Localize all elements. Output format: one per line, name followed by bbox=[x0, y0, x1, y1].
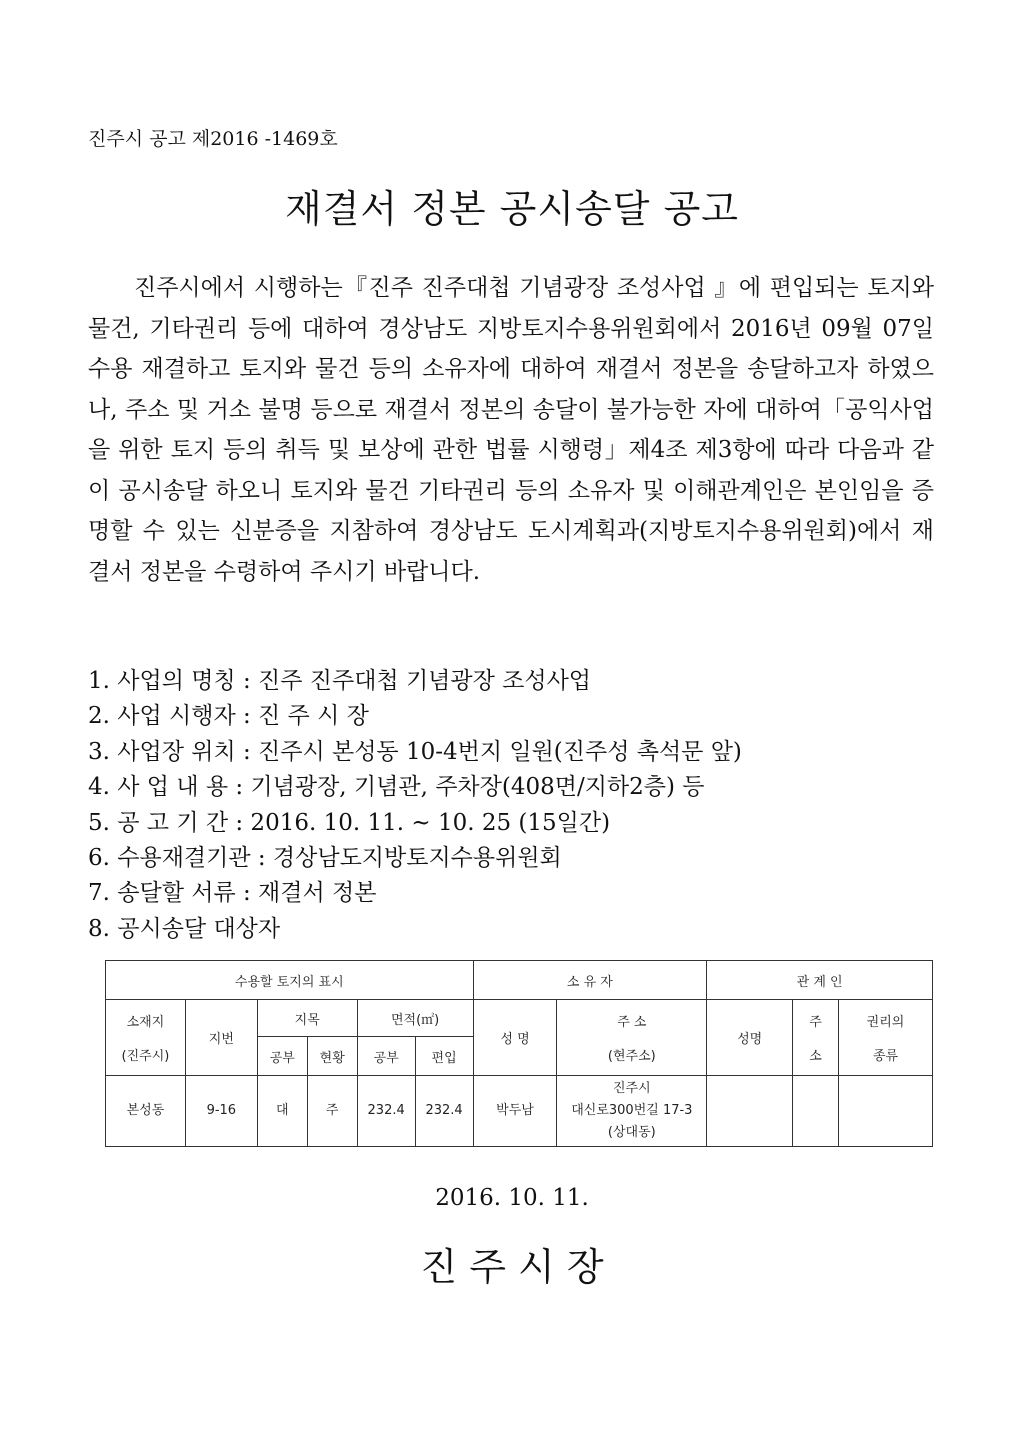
item-operator: 2. 사업 시행자 : 진 주 시 장 bbox=[88, 703, 369, 730]
table-subheader-row bbox=[106, 1000, 933, 1037]
cell-address-1: 진주시 bbox=[613, 1081, 651, 1096]
cell-rel-name bbox=[707, 1076, 793, 1147]
header-address bbox=[557, 1000, 707, 1076]
header-category: 지목 bbox=[257, 1000, 357, 1037]
cell-area-public: 232.4 bbox=[357, 1076, 415, 1147]
header-relation: 관 계 인 bbox=[707, 961, 933, 1000]
item-documents: 7. 송달할 서류 : 재결서 정본 bbox=[88, 880, 377, 907]
header-location-1: 소재지 bbox=[126, 1015, 165, 1030]
header-area-public: 공부 bbox=[357, 1037, 415, 1076]
header-rel-name: 성명 bbox=[707, 1000, 793, 1076]
item-period: 5. 공 고 기 간 : 2016. 10. 11. ~ 10. 25 (15일간) bbox=[88, 809, 611, 836]
cell-owner-address bbox=[557, 1076, 707, 1147]
cell-category-actual: 주 bbox=[307, 1076, 357, 1147]
header-lot: 지번 bbox=[185, 1000, 257, 1076]
header-rights-1: 권리의 bbox=[866, 1015, 905, 1030]
cell-owner-name: 박두남 bbox=[473, 1076, 557, 1147]
notice-items bbox=[88, 664, 948, 947]
header-name: 성 명 bbox=[473, 1000, 557, 1076]
notice-body bbox=[88, 268, 934, 592]
cell-area-incorp: 232.4 bbox=[415, 1076, 473, 1147]
item-project-name: 1. 사업의 명칭 : 진주 진주대첩 기념광장 조성사업 bbox=[88, 668, 592, 694]
header-category-actual: 현황 bbox=[307, 1037, 357, 1076]
header-rights-2: 종류 bbox=[872, 1049, 899, 1064]
item-content: 4. 사 업 내 용 : 기념광장, 기념관, 주차장(408면/지하2층) 등 bbox=[88, 774, 705, 801]
notice-date: 2016. 10. 11. bbox=[435, 1185, 589, 1211]
header-location-2: (진주시) bbox=[121, 1049, 170, 1064]
header-rel-address-1: 주 bbox=[809, 1015, 822, 1030]
header-address-2: (현주소) bbox=[607, 1049, 656, 1064]
body-text-content: 진주시에서 시행하는『진주 진주대첩 기념광장 조성사업 』에 편입되는 토지와 물건, 기타권리 등에 대하여 경상남도 지방토지수용위원회에서 2016년 09월 07일 수용 재결하고 토지와 물건 등의 소유자에 대하여 재결서 정본을 송달하고자 하였으나, 주소 및 거소 불명 등으로 재결서 정본의 송달이 불가능한 자에 대하여「공익사업을 위한 토지 등의 취득 및 보상에 관한 법률 시행령」제4조 제3항에 따라 다음과 같이 공시송달 하오니 토지와 물건 기타권리 등의 소유자 및 이해관계인은 본인임을 증명할 수 있는 신분증을 지참하여 경상남도 도시계획과(지방토지수용위원회)에서 재결서 정본을 수령하여 주시기 바랍니다. bbox=[88, 275, 934, 585]
header-rights bbox=[839, 1000, 933, 1076]
item-authority: 6. 수용재결기관 : 경상남도지방토지수용위원회 bbox=[88, 845, 562, 872]
header-category-public: 공부 bbox=[257, 1037, 307, 1076]
cell-lot: 9-16 bbox=[185, 1076, 257, 1147]
header-owner: 소 유 자 bbox=[473, 961, 707, 1000]
item-location: 3. 사업장 위치 : 진주시 본성동 10-4번지 일원(진주성 촉석문 앞) bbox=[88, 738, 742, 765]
page-title: 재결서 정본 공시송달 공고 bbox=[284, 187, 740, 231]
cell-rights bbox=[839, 1076, 933, 1147]
header-land: 수용할 토지의 표시 bbox=[106, 961, 474, 1000]
cell-address-3: (상대동) bbox=[607, 1125, 656, 1140]
cell-category-public: 대 bbox=[257, 1076, 307, 1147]
header-area-incorp: 편입 bbox=[415, 1037, 473, 1076]
cell-address-2: 대신로300번길 17-3 bbox=[571, 1103, 693, 1118]
header-location bbox=[106, 1000, 186, 1076]
target-table bbox=[105, 960, 933, 1147]
signer: 진 주 시 장 bbox=[420, 1245, 604, 1289]
header-area: 면적(㎡) bbox=[357, 1000, 473, 1037]
header-rel-address-2: 소 bbox=[809, 1049, 822, 1064]
cell-rel-address bbox=[793, 1076, 839, 1147]
header-address-1: 주 소 bbox=[617, 1015, 647, 1030]
table-header-row bbox=[106, 961, 933, 1000]
item-targets: 8. 공시송달 대상자 bbox=[88, 915, 281, 942]
header-rel-address bbox=[793, 1000, 839, 1076]
cell-location: 본성동 bbox=[106, 1076, 186, 1147]
table-row bbox=[106, 1076, 933, 1147]
notice-number: 진주시 공고 제2016 -1469호 bbox=[88, 128, 338, 150]
